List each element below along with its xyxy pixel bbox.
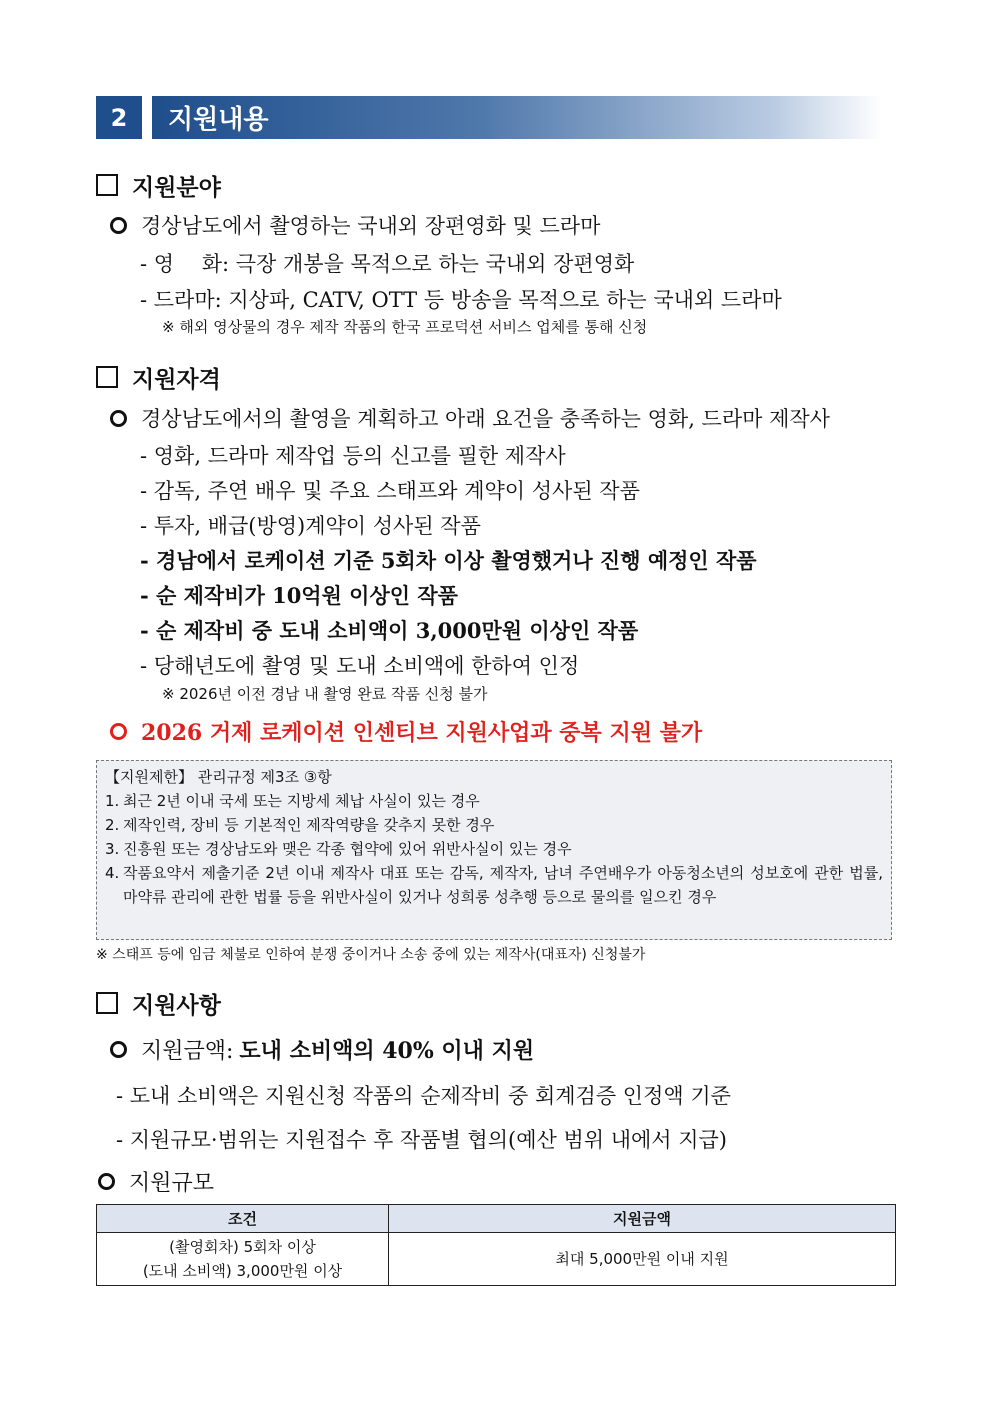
qualification-note: ※ 2026년 이전 경남 내 촬영 완료 작품 신청 불가	[162, 685, 488, 703]
table-cell-condition	[97, 1233, 389, 1286]
section-title: 지원내용	[168, 105, 269, 135]
restriction-item	[105, 813, 883, 837]
restriction-number: 1.	[105, 792, 120, 810]
field-main	[110, 210, 600, 240]
qualification-item: - 감독, 주연 배우 및 주요 스태프와 계약이 성사된 작품	[140, 479, 640, 503]
qualification-item-bold: - 순 제작비가 10억원 이상인 작품	[140, 583, 458, 608]
field-item-drama: - 드라마: 지상파, CATV, OTT 등 방송을 목적으로 하는 국내외 드라마	[140, 288, 782, 312]
support-item: - 지원규모·범위는 지원접수 후 작품별 협의(예산 범위 내에서 지급)	[116, 1128, 727, 1152]
table-header-amount: 지원금액	[389, 1205, 896, 1233]
heading-support-field	[96, 170, 221, 200]
section-title-bar	[152, 96, 882, 139]
qualification-item-bold: - 경남에서 로케이션 기준 5회차 이상 촬영했거나 진행 예정인 작품	[140, 548, 757, 573]
duplicate-warning	[110, 716, 702, 747]
heading-support-details	[96, 988, 221, 1018]
duplicate-warning-text: 2026 거제 로케이션 인센티브 지원사업과 중복 지원 불가	[141, 720, 703, 746]
checkbox-square-icon	[96, 174, 118, 196]
restriction-item	[105, 837, 883, 861]
restriction-text: 진흥원 또는 경상남도와 맺은 각종 협약에 있어 위반사실이 있는 경우	[123, 840, 572, 858]
restriction-number: 3.	[105, 840, 120, 858]
table-row	[97, 1233, 896, 1286]
support-scale-table	[96, 1204, 896, 1286]
heading-text: 지원분야	[132, 174, 221, 201]
qualification-main-text: 경상남도에서의 촬영을 계획하고 아래 요건을 충족하는 영화, 드라마 제작사	[141, 407, 830, 431]
table-header-row	[97, 1205, 896, 1233]
qualification-item: - 영화, 드라마 제작업 등의 신고를 필한 제작사	[140, 444, 566, 468]
restriction-text: 제작인력, 장비 등 기본적인 제작역량을 갖추지 못한 경우	[123, 816, 495, 834]
restriction-item	[105, 861, 883, 909]
table-header-condition: 조건	[97, 1205, 389, 1233]
qualification-main	[110, 403, 830, 433]
heading-text: 지원자격	[132, 366, 221, 393]
circle-bullet-icon	[110, 1041, 127, 1058]
restriction-note: ※ 스태프 등에 임금 체불로 인하여 분쟁 중이거나 소송 중에 있는 제작사(대표자) 신청불가	[96, 947, 646, 963]
support-scale-label: 지원규모	[129, 1171, 215, 1196]
qualification-item: - 당해년도에 촬영 및 도내 소비액에 한하여 인정	[140, 654, 580, 678]
circle-bullet-icon	[110, 217, 127, 234]
qualification-item-bold: - 순 제작비 중 도내 소비액이 3,000만원 이상인 작품	[140, 618, 639, 643]
support-item: - 도내 소비액은 지원신청 작품의 순제작비 중 회계검증 인정액 기준	[116, 1084, 731, 1108]
field-main-text: 경상남도에서 촬영하는 국내외 장편영화 및 드라마	[141, 214, 601, 238]
restriction-item	[105, 789, 883, 813]
support-amount-label: 지원금액:	[141, 1039, 234, 1064]
restriction-number: 2.	[105, 816, 120, 834]
circle-bullet-icon	[98, 1173, 115, 1190]
restriction-box	[96, 760, 892, 940]
checkbox-square-icon	[96, 366, 118, 388]
restriction-text: 작품요약서 제출기준 2년 이내 제작사 대표 또는 감독, 제작자, 남녀 주연배우가 아동청소년의 성보호에 관한 법률, 마약류 관리에 관한 법률 등을 위반사실이 있거나 성희롱 성추행 등으로 물의를 일으킨 경우	[123, 864, 883, 906]
circle-bullet-icon	[110, 723, 127, 740]
field-note: ※ 해외 영상물의 경우 제작 작품의 한국 프로덕션 서비스 업체를 통해 신청	[162, 318, 648, 336]
field-item-movie: - 영 화: 극장 개봉을 목적으로 하는 국내외 장편영화	[140, 252, 635, 276]
restriction-number: 4.	[105, 864, 120, 882]
condition-line: (도내 소비액) 3,000만원 이상	[142, 1262, 343, 1280]
support-scale	[98, 1166, 214, 1197]
restriction-text: 최근 2년 이내 국세 또는 지방세 체납 사실이 있는 경우	[123, 792, 480, 810]
condition-line: (촬영회차) 5회차 이상	[169, 1238, 316, 1256]
heading-text: 지원사항	[132, 992, 221, 1019]
circle-bullet-icon	[110, 410, 127, 427]
heading-qualification	[96, 362, 221, 392]
restriction-title: 【지원제한】 관리규정 제3조 ③항	[105, 768, 332, 786]
qualification-item: - 투자, 배급(방영)계약이 성사된 작품	[140, 514, 481, 538]
section-number: 2	[96, 96, 142, 139]
checkbox-square-icon	[96, 992, 118, 1014]
support-amount-value: 도내 소비액의 40% 이내 지원	[239, 1038, 535, 1064]
support-amount	[110, 1034, 534, 1065]
table-cell-amount: 최대 5,000만원 이내 지원	[389, 1233, 896, 1286]
